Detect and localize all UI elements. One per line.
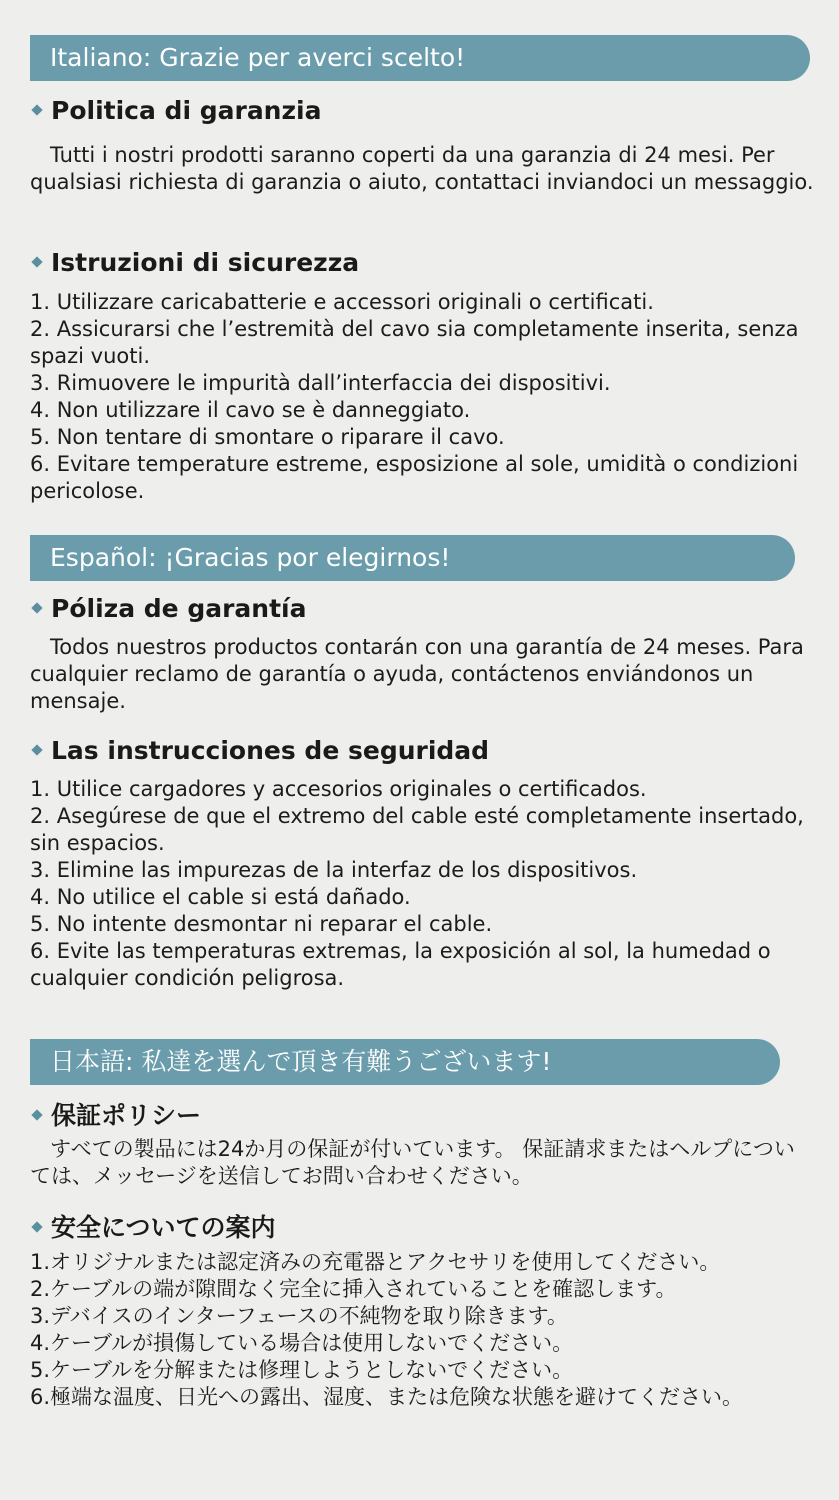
heading-warranty-italian bbox=[30, 96, 321, 125]
warranty-text-spanish: Todos nuestros productos contarán con una garantía de 24 meses. Para cualquier reclamo de garantía o ayuda, contáctenos enviándonos un mensaje. bbox=[30, 635, 804, 713]
list-item: 1. Utilizzare caricabatterie e accessori originali o certificati. bbox=[30, 290, 654, 314]
heading-warranty-japanese bbox=[30, 1096, 201, 1132]
list-item: 4. Non utilizzare il cavo se è danneggiato. bbox=[30, 398, 471, 422]
heading-safety-italian bbox=[30, 248, 359, 277]
warranty-text-italian: Tutti i nostri prodotti saranno coperti da una garanzia di 24 mesi. Per qualsiasi richiesta di garanzia o aiuto, contattaci inviandoci un messaggio. bbox=[30, 143, 814, 194]
list-item: 3. Rimuovere le impurità dall’interfaccia dei dispositivi. bbox=[30, 371, 611, 395]
list-item: 2. Asegúrese de que el extremo del cable esté completamente insertado, sin espacios. bbox=[30, 804, 804, 855]
banner-japanese: 日本語: 私達を選んで頂き有難うございます! bbox=[30, 1039, 780, 1085]
list-item: 1.オリジナルまたは認定済みの充電器とアクセサリを使用してください。 bbox=[30, 1250, 721, 1274]
list-item: 2. Assicurarsi che l’estremità del cavo sia completamente inserita, senza spazi vuoti. bbox=[30, 317, 799, 368]
heading-warranty-spanish bbox=[30, 594, 306, 623]
list-item: 6. Evite las temperaturas extremas, la exposición al sol, la humedad o cualquier condición peligrosa. bbox=[30, 939, 771, 990]
list-item: 3.デバイスのインターフェースの不純物を取り除きます。 bbox=[30, 1304, 568, 1328]
diamond-bullet-icon bbox=[31, 104, 42, 115]
list-item: 5. Non tentare di smontare o riparare il cavo. bbox=[30, 425, 505, 449]
diamond-bullet-icon bbox=[31, 744, 42, 755]
diamond-bullet-icon bbox=[31, 602, 42, 613]
list-item: 2.ケーブルの端が隙間なく完全に挿入されていることを確認します。 bbox=[30, 1277, 677, 1301]
list-item: 4.ケーブルが損傷している場合は使用しないでください。 bbox=[30, 1331, 574, 1355]
diamond-bullet-icon bbox=[31, 1109, 42, 1120]
heading-text: Istruzioni di sicurezza bbox=[51, 248, 360, 277]
banner-italian: Italiano: Grazie per averci scelto! bbox=[30, 35, 810, 81]
heading-text: 保証ポリシー bbox=[51, 1101, 202, 1130]
heading-text: 安全についての案内 bbox=[51, 1213, 276, 1242]
heading-text: Politica di garanzia bbox=[51, 96, 322, 125]
heading-safety-spanish bbox=[30, 736, 489, 765]
heading-safety-japanese bbox=[30, 1208, 276, 1244]
list-item: 5.ケーブルを分解または修理しようとしないでください。 bbox=[30, 1358, 574, 1382]
safety-list-japanese bbox=[30, 1249, 790, 1411]
banner-spanish: Español: ¡Gracias por elegirnos! bbox=[30, 535, 795, 581]
list-item: 1. Utilice cargadores y accesorios originales o certificados. bbox=[30, 777, 647, 801]
heading-text: Las instrucciones de seguridad bbox=[51, 736, 490, 765]
list-item: 6. Evitare temperature estreme, esposizione al sole, umidità o condizioni pericolose. bbox=[30, 452, 799, 503]
warranty-text-japanese: すべての製品には24か月の保証が付いています。 保証請求またはヘルプについては、メッセージを送信してお問い合わせください。 bbox=[30, 1137, 795, 1188]
safety-list-spanish bbox=[30, 776, 825, 992]
list-item: 4. No utilice el cable si está dañado. bbox=[30, 885, 411, 909]
list-item: 3. Elimine las impurezas de la interfaz de los dispositivos. bbox=[30, 858, 638, 882]
list-item: 6.極端な温度、日光への露出、湿度、または危険な状態を避けてください。 bbox=[30, 1385, 744, 1409]
list-item: 5. No intente desmontar ni reparar el cable. bbox=[30, 912, 493, 936]
diamond-bullet-icon bbox=[31, 1221, 42, 1232]
safety-list-italian bbox=[30, 289, 825, 505]
heading-text: Póliza de garantía bbox=[51, 594, 307, 623]
diamond-bullet-icon bbox=[31, 256, 42, 267]
